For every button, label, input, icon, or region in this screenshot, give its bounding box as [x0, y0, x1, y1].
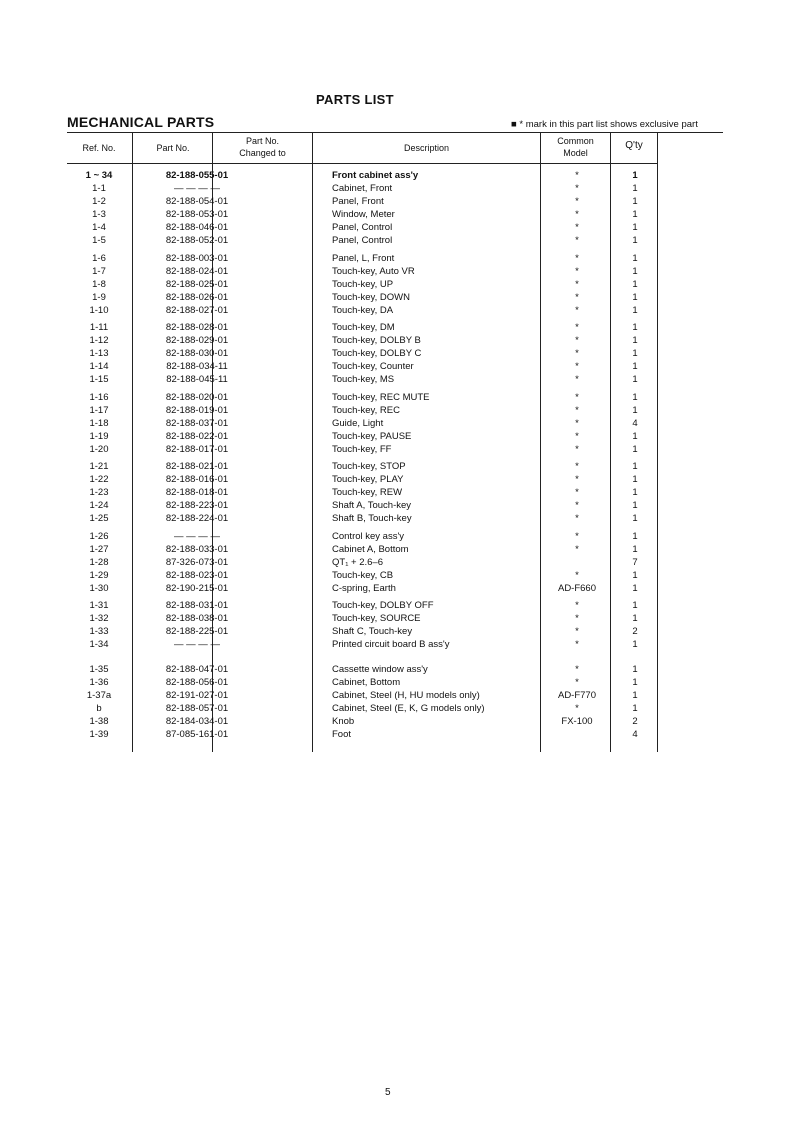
common-model-cell: * [575, 404, 579, 416]
table-row [67, 582, 723, 595]
common-model-cell: * [575, 291, 579, 303]
ref-no-cell: 1-36 [89, 677, 109, 688]
ref-no-cell: 1-24 [89, 500, 109, 511]
qty-cell: 2 [632, 716, 638, 727]
common-model-cell: * [575, 170, 579, 181]
qty-cell: 1 [632, 703, 638, 714]
table-header-rule [67, 163, 657, 164]
qty-cell: 1 [632, 322, 638, 333]
common-model-cell: * [575, 348, 579, 359]
description-cell: Cabinet, Steel (H, HU models only) [332, 690, 480, 701]
part-no-cell: 82-188-022-01 [165, 430, 229, 442]
part-no-cell: 82-188-025-01 [165, 278, 229, 290]
description-cell: QT₁ + 2.6–6 [332, 556, 383, 568]
table-row [67, 569, 723, 582]
description-cell: Touch-key, SOURCE [332, 613, 421, 624]
table-row [67, 625, 723, 638]
common-model-cell: * [575, 265, 579, 277]
common-model-cell: * [575, 461, 579, 472]
part-no-cell: 82-188-053-01 [165, 209, 229, 220]
qty-cell: 1 [632, 530, 638, 542]
common-model-cell: * [575, 443, 579, 455]
part-no-cell: 82-190-215-01 [165, 582, 229, 594]
description-cell: Panel, Control [332, 235, 393, 246]
table-row [67, 265, 723, 278]
qty-cell: 4 [632, 729, 638, 740]
qty-cell: 1 [632, 677, 638, 688]
description-cell: Touch-key, Counter [332, 361, 414, 372]
part-no-cell: 82-188-023-01 [165, 569, 229, 581]
qty-cell: 1 [632, 461, 638, 472]
part-no-cell: 87-085-161-01 [165, 729, 229, 740]
table-row [67, 208, 723, 221]
ref-no-cell: 1-37a [86, 690, 112, 701]
qty-cell: 1 [632, 500, 638, 511]
ref-no-cell: 1-1 [92, 183, 106, 194]
table-row [67, 499, 723, 512]
common-model-cell: * [575, 639, 579, 650]
table-row [67, 689, 723, 702]
common-model-cell: FX-100 [561, 716, 593, 727]
table-row [67, 715, 723, 728]
part-no-cell: 82-188-045-11 [166, 374, 228, 385]
table-row [67, 543, 723, 556]
description-cell: Guide, Light [332, 417, 384, 429]
description-cell: Touch-key, UP [332, 278, 394, 290]
common-model-cell: * [575, 430, 579, 442]
description-cell: Cabinet, Steel (E, K, G models only) [332, 703, 485, 714]
description-cell: Foot [332, 729, 352, 740]
part-no-cell: 82-188-225-01 [165, 626, 229, 637]
part-no-cell: 82-188-034-11 [166, 361, 228, 372]
description-cell: Touch-key, REC MUTE [332, 391, 430, 403]
description-cell: Touch-key, DOLBY B [332, 335, 421, 346]
ref-no-cell: 1-30 [89, 582, 109, 594]
common-model-cell: * [575, 304, 579, 316]
part-no-cell: — — — — [174, 183, 220, 194]
ref-no-cell: 1-18 [89, 417, 109, 429]
common-model-cell: AD-F660 [557, 582, 596, 594]
ref-no-cell: 1-22 [89, 474, 109, 485]
part-no-cell: 82-188-031-01 [165, 600, 229, 611]
table-row [67, 334, 723, 347]
part-no-cell: 82-188-003-01 [165, 252, 229, 264]
header-common-model-line2: Model [563, 148, 588, 158]
header-ref-no: Ref. No. [82, 143, 116, 153]
qty-cell: 1 [632, 513, 638, 524]
ref-no-cell: 1-11 [89, 322, 109, 333]
ref-no-cell: 1-5 [92, 235, 106, 246]
qty-cell: 1 [632, 374, 638, 385]
ref-no-cell: 1-25 [89, 513, 109, 524]
table-row [67, 252, 723, 265]
ref-no-cell: 1-16 [89, 391, 109, 403]
description-cell: Cabinet, Bottom [332, 677, 401, 688]
header-part-no: Part No. [156, 143, 190, 153]
description-cell: Printed circuit board B ass'y [332, 639, 450, 650]
ref-no-cell: 1-39 [89, 729, 109, 740]
part-no-cell: 82-188-047-01 [165, 664, 229, 675]
table-row [67, 430, 723, 443]
table-row [67, 486, 723, 499]
part-no-cell: 82-188-046-01 [165, 222, 229, 233]
table-row [67, 321, 723, 334]
common-model-cell: * [575, 569, 579, 581]
part-no-cell: 82-188-052-01 [165, 235, 229, 246]
part-no-cell: 82-188-017-01 [165, 443, 229, 455]
table-row [67, 702, 723, 715]
description-cell: Control key ass'y [332, 530, 405, 542]
table-row [67, 530, 723, 543]
qty-cell: 1 [632, 582, 638, 594]
common-model-cell: * [575, 391, 579, 403]
header-changed-to [213, 135, 312, 159]
part-no-cell: 82-188-038-01 [165, 613, 229, 624]
qty-cell: 1 [632, 361, 638, 372]
ref-no-cell: 1-31 [89, 600, 109, 611]
qty-cell: 1 [632, 474, 638, 485]
ref-no-cell: 1-19 [89, 430, 109, 442]
table-row [67, 663, 723, 676]
part-no-cell: 87-326-073-01 [165, 556, 229, 568]
part-no-cell: 82-188-018-01 [165, 487, 229, 498]
part-no-cell: 82-191-027-01 [165, 690, 229, 701]
description-cell: Knob [332, 716, 355, 727]
table-row [67, 195, 723, 208]
part-no-cell: 82-188-037-01 [165, 417, 229, 429]
qty-cell: 1 [632, 235, 638, 246]
qty-cell: 1 [632, 430, 638, 442]
common-model-cell: * [575, 500, 579, 511]
common-model-cell: * [575, 374, 579, 385]
description-cell: Touch-key, PLAY [332, 474, 404, 485]
common-model-cell: * [575, 322, 579, 333]
part-no-cell: 82-188-027-01 [165, 304, 229, 316]
table-row [67, 391, 723, 404]
qty-cell: 1 [632, 222, 638, 233]
table-row [67, 304, 723, 317]
table-row [67, 169, 723, 182]
part-no-cell: 82-184-034-01 [165, 716, 229, 727]
ref-no-cell: 1-38 [89, 716, 109, 727]
table-row [67, 278, 723, 291]
ref-no-cell: 1 ~ 34 [85, 170, 113, 181]
table-row [67, 182, 723, 195]
part-no-cell: 82-188-028-01 [165, 322, 229, 333]
ref-no-cell: 1-35 [89, 664, 109, 675]
table-row [67, 234, 723, 247]
common-model-cell: * [575, 183, 579, 194]
section-title: MECHANICAL PARTS [67, 114, 215, 130]
page-title: PARTS LIST [316, 92, 394, 107]
common-model-cell: * [575, 487, 579, 498]
qty-cell: 1 [632, 183, 638, 194]
common-model-cell: * [575, 513, 579, 524]
part-no-cell: — — — — [174, 639, 220, 650]
description-cell: C-spring, Earth [332, 582, 396, 594]
ref-no-cell: 1-34 [89, 639, 109, 650]
qty-cell: 1 [632, 348, 638, 359]
common-model-cell: * [575, 252, 579, 264]
qty-cell: 1 [632, 443, 638, 455]
ref-no-cell: 1-12 [89, 335, 109, 346]
table-row [67, 460, 723, 473]
common-model-cell: * [575, 361, 579, 372]
common-model-cell: * [575, 196, 579, 207]
common-model-cell: * [575, 530, 579, 542]
description-cell: Touch-key, STOP [332, 461, 406, 472]
ref-no-cell: 1-3 [92, 209, 106, 220]
qty-cell: 1 [632, 278, 638, 290]
qty-cell: 1 [632, 170, 638, 181]
table-row [67, 728, 723, 741]
description-cell: Touch-key, CB [332, 569, 394, 581]
part-no-cell: 82-188-057-01 [165, 703, 229, 714]
header-qty: Q'ty [625, 140, 643, 151]
part-no-cell: 82-188-020-01 [165, 391, 229, 403]
qty-cell: 1 [632, 639, 638, 650]
qty-cell: 4 [632, 417, 638, 429]
description-cell: Shaft C, Touch-key [332, 626, 413, 637]
table-row [67, 612, 723, 625]
qty-cell: 1 [632, 569, 638, 581]
qty-cell: 1 [632, 196, 638, 207]
description-cell: Touch-key, MS [332, 374, 395, 385]
common-model-cell: * [575, 417, 579, 429]
table-row [67, 347, 723, 360]
common-model-cell: * [575, 664, 579, 675]
common-model-cell: * [575, 613, 579, 624]
qty-cell: 1 [632, 404, 638, 416]
qty-cell: 1 [632, 335, 638, 346]
ref-no-cell: 1-32 [89, 613, 109, 624]
description-cell: Touch-key, Auto VR [332, 265, 415, 277]
part-no-cell: 82-188-033-01 [165, 543, 229, 555]
qty-cell: 1 [632, 391, 638, 403]
ref-no-cell: 1-6 [92, 252, 106, 264]
common-model-cell: AD-F770 [557, 690, 596, 701]
page-number: 5 [385, 1087, 391, 1098]
description-cell: Shaft A, Touch-key [332, 500, 412, 511]
table-row [67, 417, 723, 430]
common-model-cell: * [575, 677, 579, 688]
description-cell: Touch-key, FF [332, 443, 392, 455]
description-cell: Panel, Front [332, 196, 384, 207]
ref-no-cell: 1-9 [92, 291, 106, 303]
part-no-cell: 82-188-019-01 [165, 404, 229, 416]
description-cell: Panel, L, Front [332, 252, 395, 264]
common-model-cell: * [575, 235, 579, 246]
qty-cell: 1 [632, 543, 638, 555]
description-cell: Touch-key, DOWN [332, 291, 410, 303]
table-row [67, 221, 723, 234]
description-cell: Front cabinet ass'y [332, 170, 419, 181]
ref-no-cell: 1-13 [89, 348, 109, 359]
ref-no-cell: 1-26 [89, 530, 109, 542]
description-cell: Shaft B, Touch-key [332, 513, 412, 524]
qty-cell: 1 [632, 291, 638, 303]
ref-no-cell: b [96, 703, 102, 714]
ref-no-cell: 1-15 [89, 374, 109, 385]
table-row [67, 404, 723, 417]
part-no-cell: 82-188-056-01 [165, 677, 229, 688]
qty-cell: 1 [632, 252, 638, 264]
table-row [67, 676, 723, 689]
exclusive-part-note: ■ * mark in this part list shows exclusive part [511, 119, 698, 130]
table-row [67, 473, 723, 486]
description-cell: Touch-key, DOLBY C [332, 348, 422, 359]
qty-cell: 1 [632, 690, 638, 701]
table-row [67, 360, 723, 373]
description-cell: Touch-key, PAUSE [332, 430, 412, 442]
ref-no-cell: 1-14 [89, 361, 109, 372]
part-no-cell: 82-188-021-01 [165, 461, 229, 472]
description-cell: Cabinet, Front [332, 183, 393, 194]
ref-no-cell: 1-29 [89, 569, 109, 581]
qty-cell: 1 [632, 304, 638, 316]
part-no-cell: 82-188-030-01 [165, 348, 229, 359]
table-row [67, 599, 723, 612]
table-top-rule [67, 132, 723, 133]
qty-cell: 1 [632, 487, 638, 498]
part-no-cell: 82-188-029-01 [165, 335, 229, 346]
description-cell: Touch-key, REW [332, 487, 403, 498]
ref-no-cell: 1-17 [89, 404, 109, 416]
ref-no-cell: 1-33 [89, 626, 109, 637]
description-cell: Cassette window ass'y [332, 664, 428, 675]
qty-cell: 1 [632, 600, 638, 611]
common-model-cell: * [575, 626, 579, 637]
description-cell: Touch-key, DA [332, 304, 394, 316]
description-cell: Touch-key, REC [332, 404, 400, 416]
qty-cell: 1 [632, 209, 638, 220]
part-no-cell: 82-188-223-01 [165, 500, 229, 511]
common-model-cell: * [575, 209, 579, 220]
common-model-cell: * [575, 335, 579, 346]
header-common-model-line1: Common [557, 136, 594, 146]
part-no-cell: 82-188-016-01 [165, 474, 229, 485]
table-row [67, 512, 723, 525]
part-no-cell: 82-188-026-01 [165, 291, 229, 303]
header-common-model [541, 135, 610, 159]
ref-no-cell: 1-28 [89, 556, 109, 568]
description-cell: Panel, Control [332, 222, 393, 233]
common-model-cell: * [575, 222, 579, 233]
common-model-cell: * [575, 474, 579, 485]
part-no-cell: 82-188-054-01 [165, 196, 229, 207]
table-row [67, 373, 723, 386]
ref-no-cell: 1-27 [89, 543, 109, 555]
table-row [67, 291, 723, 304]
ref-no-cell: 1-2 [92, 196, 106, 207]
common-model-cell: * [575, 600, 579, 611]
ref-no-cell: 1-10 [89, 304, 109, 316]
common-model-cell: * [575, 278, 579, 290]
description-cell: Touch-key, DM [332, 322, 395, 333]
qty-cell: 1 [632, 265, 638, 277]
table-row [67, 638, 723, 651]
description-cell: Cabinet A, Bottom [332, 543, 409, 555]
ref-no-cell: 1-20 [89, 443, 109, 455]
ref-no-cell: 1-23 [89, 487, 109, 498]
ref-no-cell: 1-21 [89, 461, 109, 472]
qty-cell: 1 [632, 613, 638, 624]
part-no-cell: 82-188-224-01 [165, 513, 229, 524]
header-changed-to-line1: Part No. [245, 136, 279, 146]
qty-cell: 7 [632, 556, 638, 568]
ref-no-cell: 1-7 [92, 265, 106, 277]
part-no-cell: 82-188-055-01 [165, 170, 229, 181]
header-changed-to-line2: Changed to [239, 148, 286, 158]
qty-cell: 1 [632, 664, 638, 675]
ref-no-cell: 1-4 [92, 222, 106, 233]
common-model-cell: * [575, 543, 579, 555]
qty-cell: 2 [632, 626, 638, 637]
part-no-cell: — — — — [174, 530, 220, 542]
ref-no-cell: 1-8 [92, 278, 106, 290]
description-cell: Touch-key, DOLBY OFF [332, 600, 434, 611]
description-cell: Window, Meter [332, 209, 395, 220]
common-model-cell: * [575, 703, 579, 714]
part-no-cell: 82-188-024-01 [165, 265, 229, 277]
header-description: Description [403, 143, 450, 153]
table-row [67, 556, 723, 569]
table-row [67, 443, 723, 456]
